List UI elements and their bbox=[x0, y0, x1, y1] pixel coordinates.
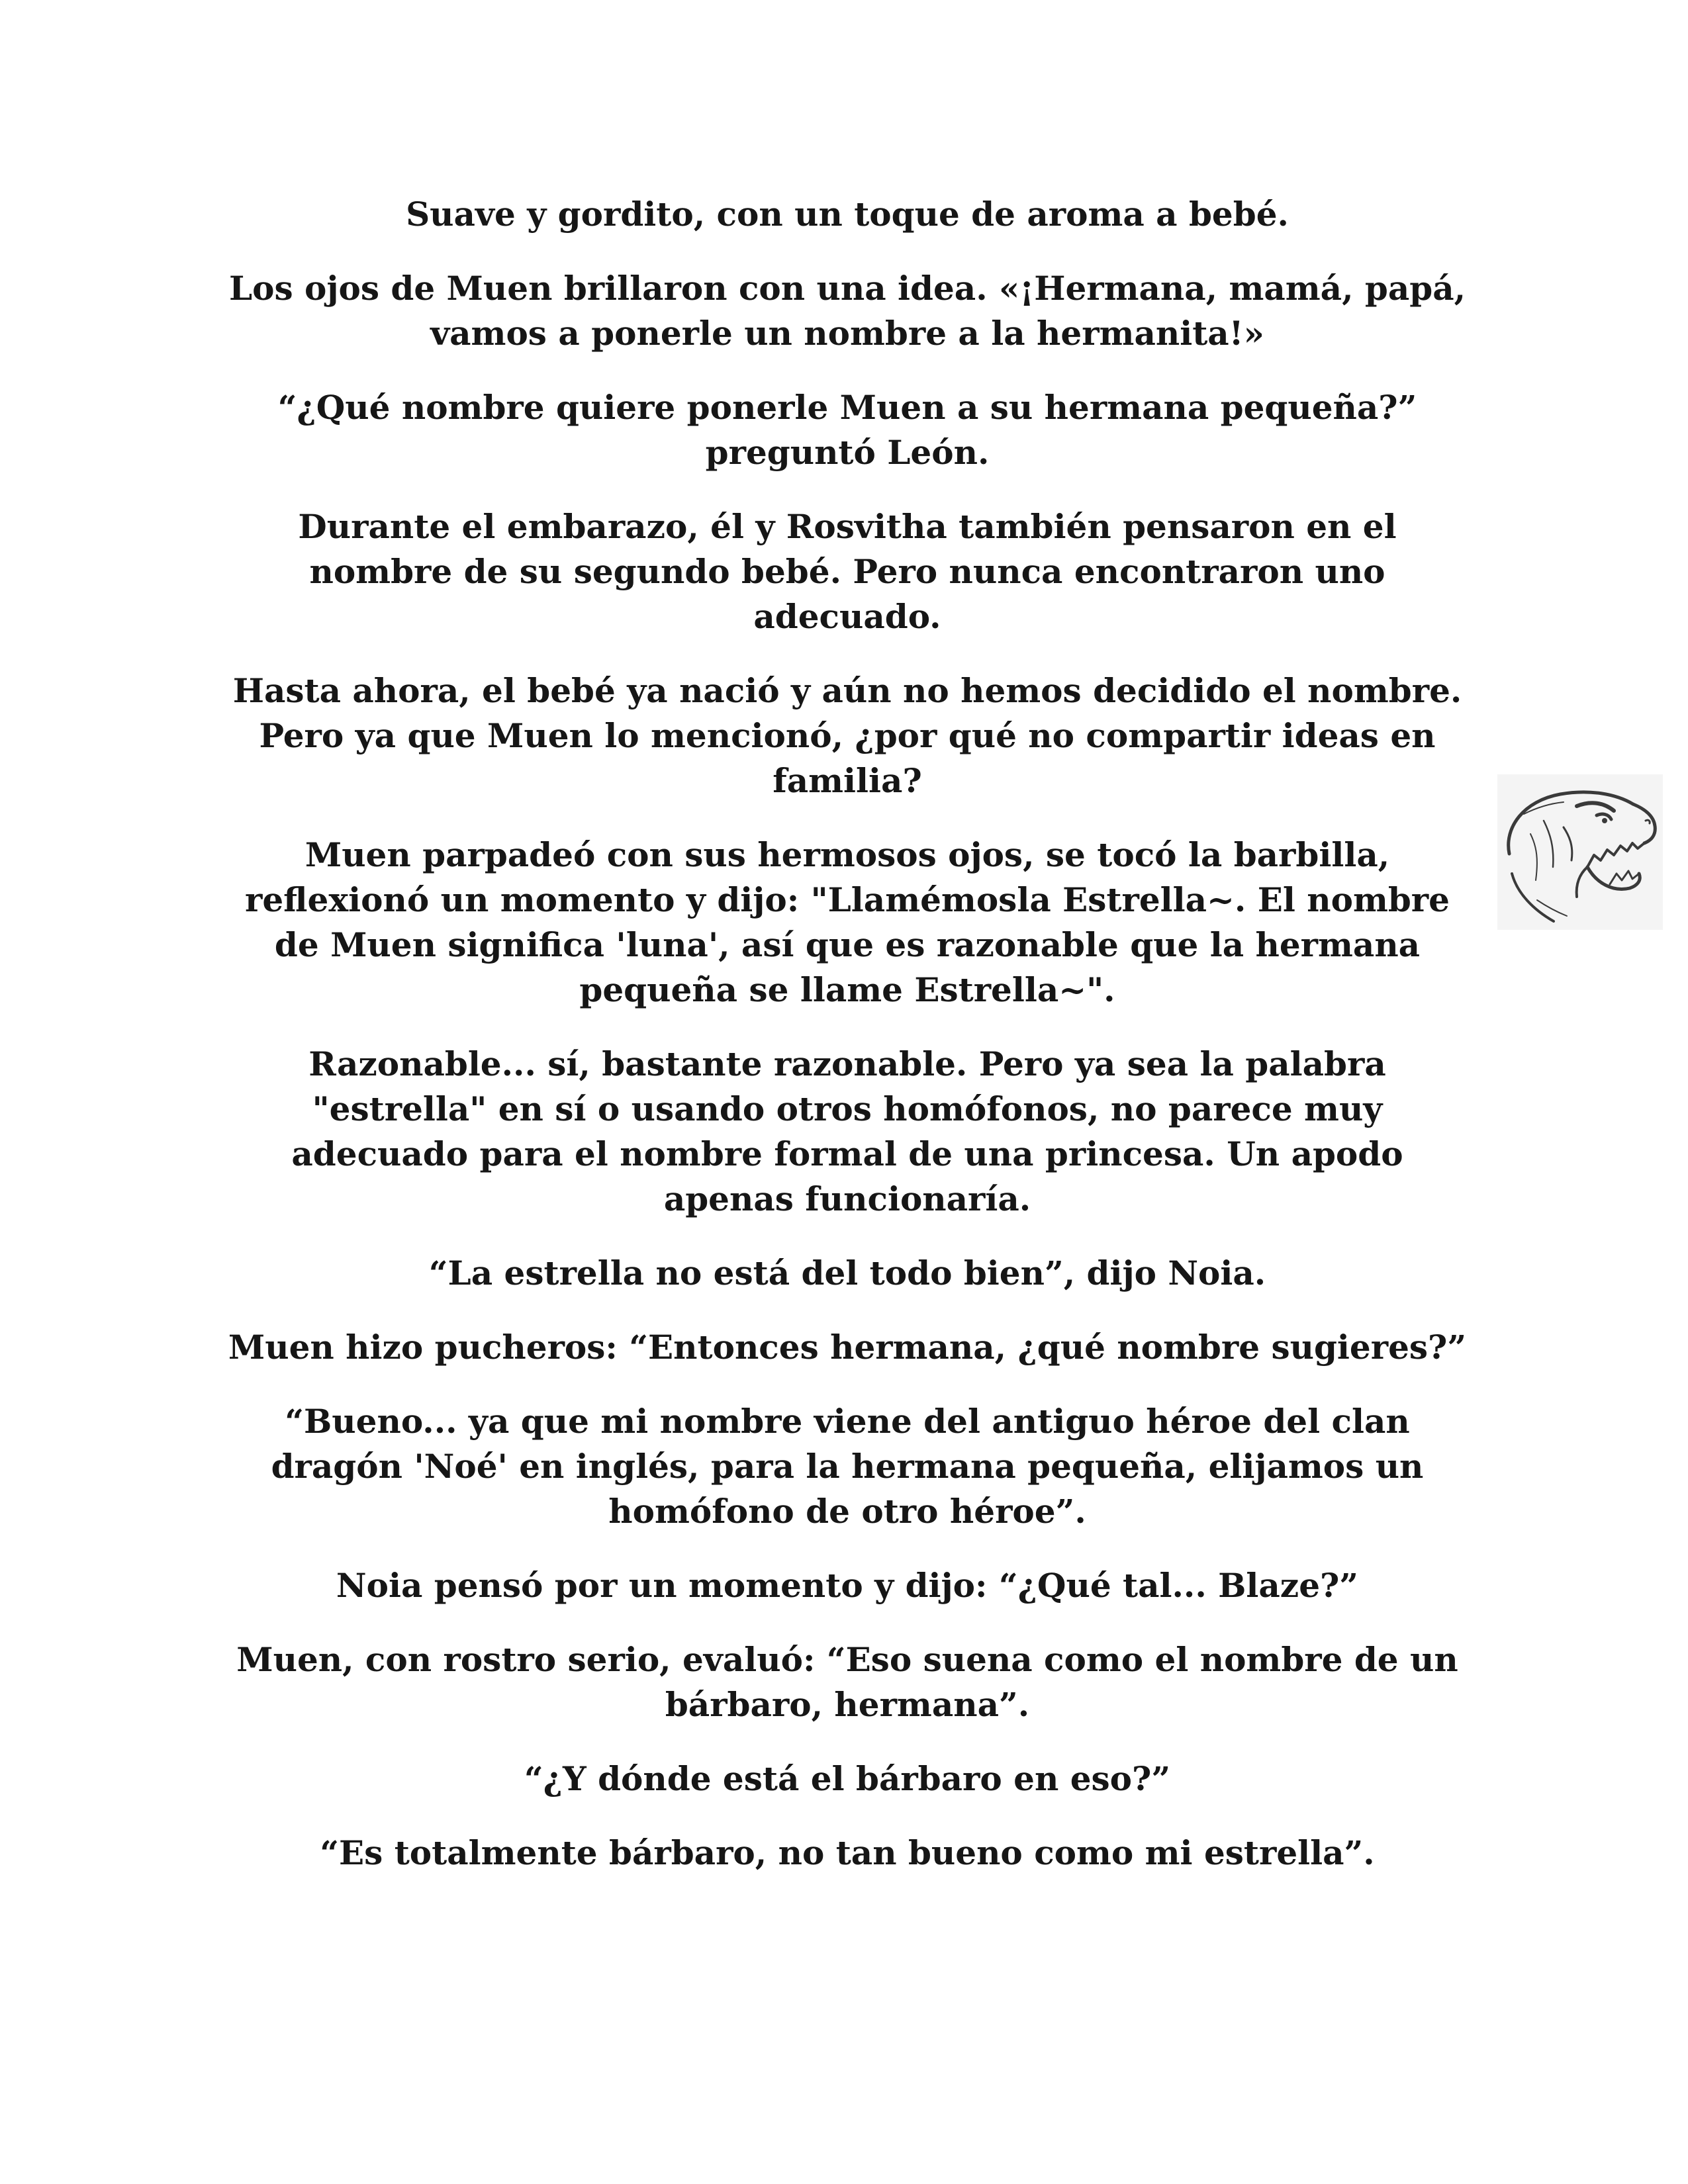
paragraph: Hasta ahora, el bebé ya nació y aún no hemos decidido el nombre. Pero ya que Muen lo mencionó, ¿por qué no compartir ideas en familia? bbox=[232, 671, 1462, 800]
paragraph: “Es totalmente bárbaro, no tan bueno como mi estrella”. bbox=[320, 1833, 1375, 1872]
paragraph: Muen, con rostro serio, evaluó: “Eso suena como el nombre de un bárbaro, hermana”. bbox=[236, 1640, 1458, 1724]
paragraph: Razonable... sí, bastante razonable. Pero ya sea la palabra "estrella" en sí o usando otros homófonos, no parece muy adecuado para el nombre formal de una princesa. Un apodo apenas funcionaría. bbox=[291, 1044, 1403, 1218]
paragraph: “Bueno... ya que mi nombre viene del antiguo héroe del clan dragón 'Noé' en inglés, para la hermana pequeña, elijamos un homófono de otro héroe”. bbox=[271, 1402, 1424, 1531]
paragraph: “¿Qué nombre quiere ponerle Muen a su hermana pequeña?” preguntó León. bbox=[277, 388, 1417, 472]
paragraph: Muen hizo pucheros: “Entonces hermana, ¿qué nombre sugieres?” bbox=[228, 1328, 1467, 1367]
paragraph: “¿Y dónde está el bárbaro en eso?” bbox=[524, 1759, 1171, 1798]
dinosaur-head-sketch-icon bbox=[1497, 774, 1663, 930]
paragraph: Durante el embarazo, él y Rosvitha también pensaron en el nombre de su segundo bebé. Pero nunca encontraron uno adecuado. bbox=[298, 507, 1397, 636]
paragraph: Suave y gordito, con un toque de aroma a bebé. bbox=[406, 195, 1289, 234]
paragraph: “La estrella no está del todo bien”, dijo Noia. bbox=[428, 1253, 1266, 1293]
paragraph: Muen parpadeó con sus hermosos ojos, se tocó la barbilla, reflexionó un momento y dijo: "Llamémosla Estrella~. El nombre de Muen significa 'luna', así que es razonable que la hermana pequeña se llame Estrella~". bbox=[245, 835, 1450, 1009]
paragraph: Noia pensó por un momento y dijo: “¿Qué tal... Blaze?” bbox=[336, 1566, 1359, 1605]
paragraph: Los ojos de Muen brillaron con una idea. «¡Hermana, mamá, papá, vamos a ponerle un nombre a la hermanita!» bbox=[228, 269, 1466, 353]
body-text bbox=[225, 192, 1470, 1905]
